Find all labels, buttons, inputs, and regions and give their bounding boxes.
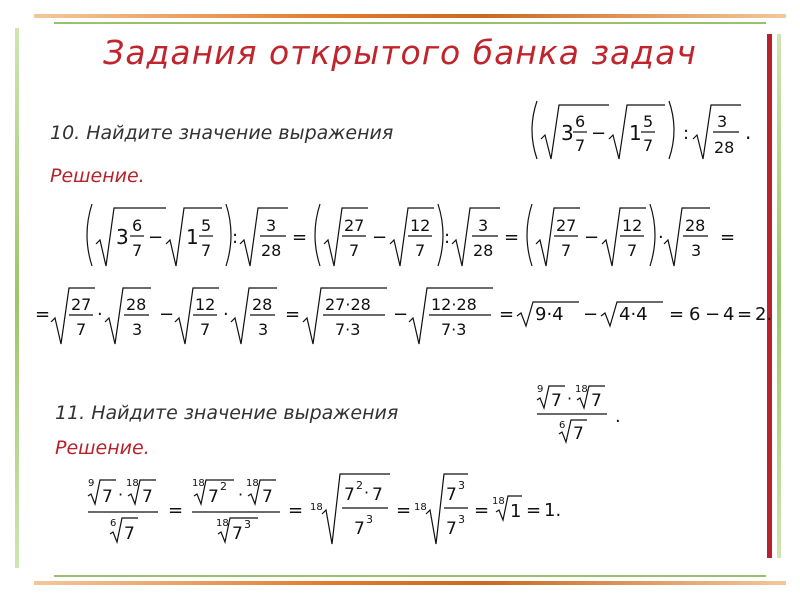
svg-text:28: 28 (126, 295, 147, 314)
svg-text:=: = (737, 304, 753, 325)
svg-text:=: = (504, 227, 520, 248)
svg-text:3: 3 (561, 121, 574, 145)
svg-text:7: 7 (575, 136, 586, 155)
svg-text:−: − (583, 304, 599, 325)
svg-text:=: = (474, 500, 490, 521)
svg-text:7: 7 (643, 136, 654, 155)
svg-text:27: 27 (71, 295, 92, 314)
svg-text:·: · (223, 304, 229, 325)
svg-text:3: 3 (132, 320, 143, 339)
svg-text:12: 12 (195, 295, 216, 314)
task10-expression (525, 95, 765, 165)
svg-text:−: − (372, 227, 388, 248)
svg-text:−: − (159, 304, 175, 325)
svg-text:18: 18 (246, 478, 259, 489)
svg-text:·: · (658, 227, 664, 248)
svg-text:3: 3 (717, 112, 728, 131)
svg-text:3: 3 (116, 225, 129, 249)
svg-text:6: 6 (132, 216, 143, 235)
task11-solution-line (88, 470, 578, 550)
svg-text:7: 7 (446, 519, 457, 539)
svg-text:28: 28 (714, 138, 735, 157)
svg-text:1: 1 (186, 225, 199, 249)
frame-right-accent (777, 34, 781, 558)
svg-text:3: 3 (244, 518, 251, 531)
svg-text:=: = (292, 227, 308, 248)
svg-text:12: 12 (410, 216, 431, 235)
svg-text:−: − (705, 304, 721, 325)
svg-text:7: 7 (446, 485, 457, 505)
svg-text:18: 18 (414, 502, 427, 513)
svg-text:−: − (148, 227, 164, 248)
svg-text:7: 7 (142, 487, 153, 507)
svg-text:2.: 2. (755, 304, 773, 325)
task11-expression (535, 378, 645, 444)
svg-text:12·28: 12·28 (431, 295, 477, 314)
svg-text:7: 7 (573, 424, 584, 444)
svg-text:18: 18 (192, 478, 205, 489)
svg-text::: : (683, 123, 690, 144)
task10-solution-line1 (80, 198, 750, 272)
svg-text:6: 6 (689, 304, 701, 325)
svg-text:7: 7 (200, 320, 211, 339)
svg-text:=: = (526, 500, 542, 521)
svg-text:3: 3 (458, 479, 465, 492)
svg-text:=: = (288, 500, 304, 521)
svg-text:7: 7 (415, 241, 426, 260)
frame-bottom-accent (54, 575, 766, 577)
svg-text:7: 7 (354, 519, 365, 539)
svg-text:7: 7 (208, 487, 219, 507)
svg-text:.: . (615, 406, 621, 427)
svg-text:=: = (720, 227, 736, 248)
task10-solution-label: Решение. (50, 165, 145, 187)
svg-text:7: 7 (232, 524, 243, 544)
svg-text:·: · (567, 389, 573, 408)
svg-text:2: 2 (356, 479, 363, 492)
svg-text:5: 5 (643, 112, 654, 131)
svg-text:7: 7 (102, 487, 113, 507)
frame-bottom-line (34, 581, 786, 585)
svg-text:·: · (364, 483, 370, 502)
svg-text:=: = (168, 500, 184, 521)
svg-text:3: 3 (366, 513, 373, 526)
svg-text:·: · (97, 304, 103, 325)
svg-text:9: 9 (88, 478, 95, 489)
svg-text:=: = (669, 304, 685, 325)
frame-top-accent (54, 22, 766, 24)
svg-text:.: . (745, 120, 752, 144)
svg-text:7: 7 (372, 485, 383, 505)
svg-text:=: = (285, 304, 301, 325)
svg-text:18: 18 (492, 496, 505, 507)
frame-left-line (15, 28, 19, 568)
svg-text:18: 18 (575, 384, 588, 395)
svg-text:12: 12 (622, 216, 643, 235)
svg-text:18: 18 (310, 502, 323, 513)
svg-text:6: 6 (575, 112, 586, 131)
svg-text:=: = (396, 500, 412, 521)
svg-text:−: − (591, 123, 607, 144)
svg-text:7·3: 7·3 (441, 320, 467, 339)
svg-text:9·4: 9·4 (535, 304, 564, 325)
svg-text:3: 3 (478, 216, 489, 235)
svg-text:7: 7 (344, 485, 355, 505)
svg-text:−: − (393, 304, 409, 325)
svg-text::: : (444, 227, 451, 248)
svg-text:·: · (238, 485, 244, 504)
svg-text:28: 28 (685, 216, 706, 235)
svg-text:1: 1 (510, 501, 522, 522)
svg-text:7: 7 (201, 241, 212, 260)
task11-prompt: 11. Найдите значение выражения (55, 402, 399, 424)
svg-text:28: 28 (252, 295, 273, 314)
svg-text:7: 7 (132, 241, 143, 260)
svg-text:3: 3 (266, 216, 277, 235)
task11-solution-label: Решение. (55, 437, 150, 459)
svg-text:=: = (499, 304, 515, 325)
svg-text:27: 27 (344, 216, 365, 235)
svg-text:7: 7 (262, 487, 273, 507)
svg-text:4·4: 4·4 (619, 304, 648, 325)
svg-text:7·3: 7·3 (335, 320, 361, 339)
svg-text:18: 18 (126, 478, 139, 489)
svg-text:28: 28 (473, 241, 494, 260)
svg-text::: : (232, 227, 239, 248)
svg-text:−: − (584, 227, 600, 248)
svg-text:6: 6 (559, 420, 566, 431)
svg-text:7: 7 (124, 524, 135, 544)
svg-text:7: 7 (76, 320, 87, 339)
svg-text:·: · (118, 485, 124, 504)
svg-text:27·28: 27·28 (325, 295, 371, 314)
svg-text:6: 6 (110, 518, 117, 529)
svg-text:3: 3 (691, 241, 702, 260)
svg-text:5: 5 (201, 216, 212, 235)
svg-text:3: 3 (258, 320, 269, 339)
svg-text:7: 7 (551, 391, 562, 411)
frame-top-line (34, 14, 786, 18)
svg-text:7: 7 (349, 241, 360, 260)
task10-prompt: 10. Найдите значение выражения (50, 122, 394, 144)
svg-text:27: 27 (556, 216, 577, 235)
svg-text:7: 7 (561, 241, 572, 260)
svg-text:28: 28 (261, 241, 282, 260)
slide-title: Задания открытого банка задач (103, 33, 697, 72)
svg-text:7: 7 (591, 391, 602, 411)
svg-text:3: 3 (458, 513, 465, 526)
svg-text:18: 18 (216, 518, 229, 529)
svg-text:2: 2 (220, 480, 227, 493)
svg-text:4: 4 (723, 304, 735, 325)
svg-text:7: 7 (627, 241, 638, 260)
svg-text:=: = (35, 304, 51, 325)
svg-text:1: 1 (629, 121, 642, 145)
svg-text:1.: 1. (544, 500, 562, 521)
task10-solution-line2 (35, 280, 773, 350)
svg-text:9: 9 (537, 384, 544, 395)
